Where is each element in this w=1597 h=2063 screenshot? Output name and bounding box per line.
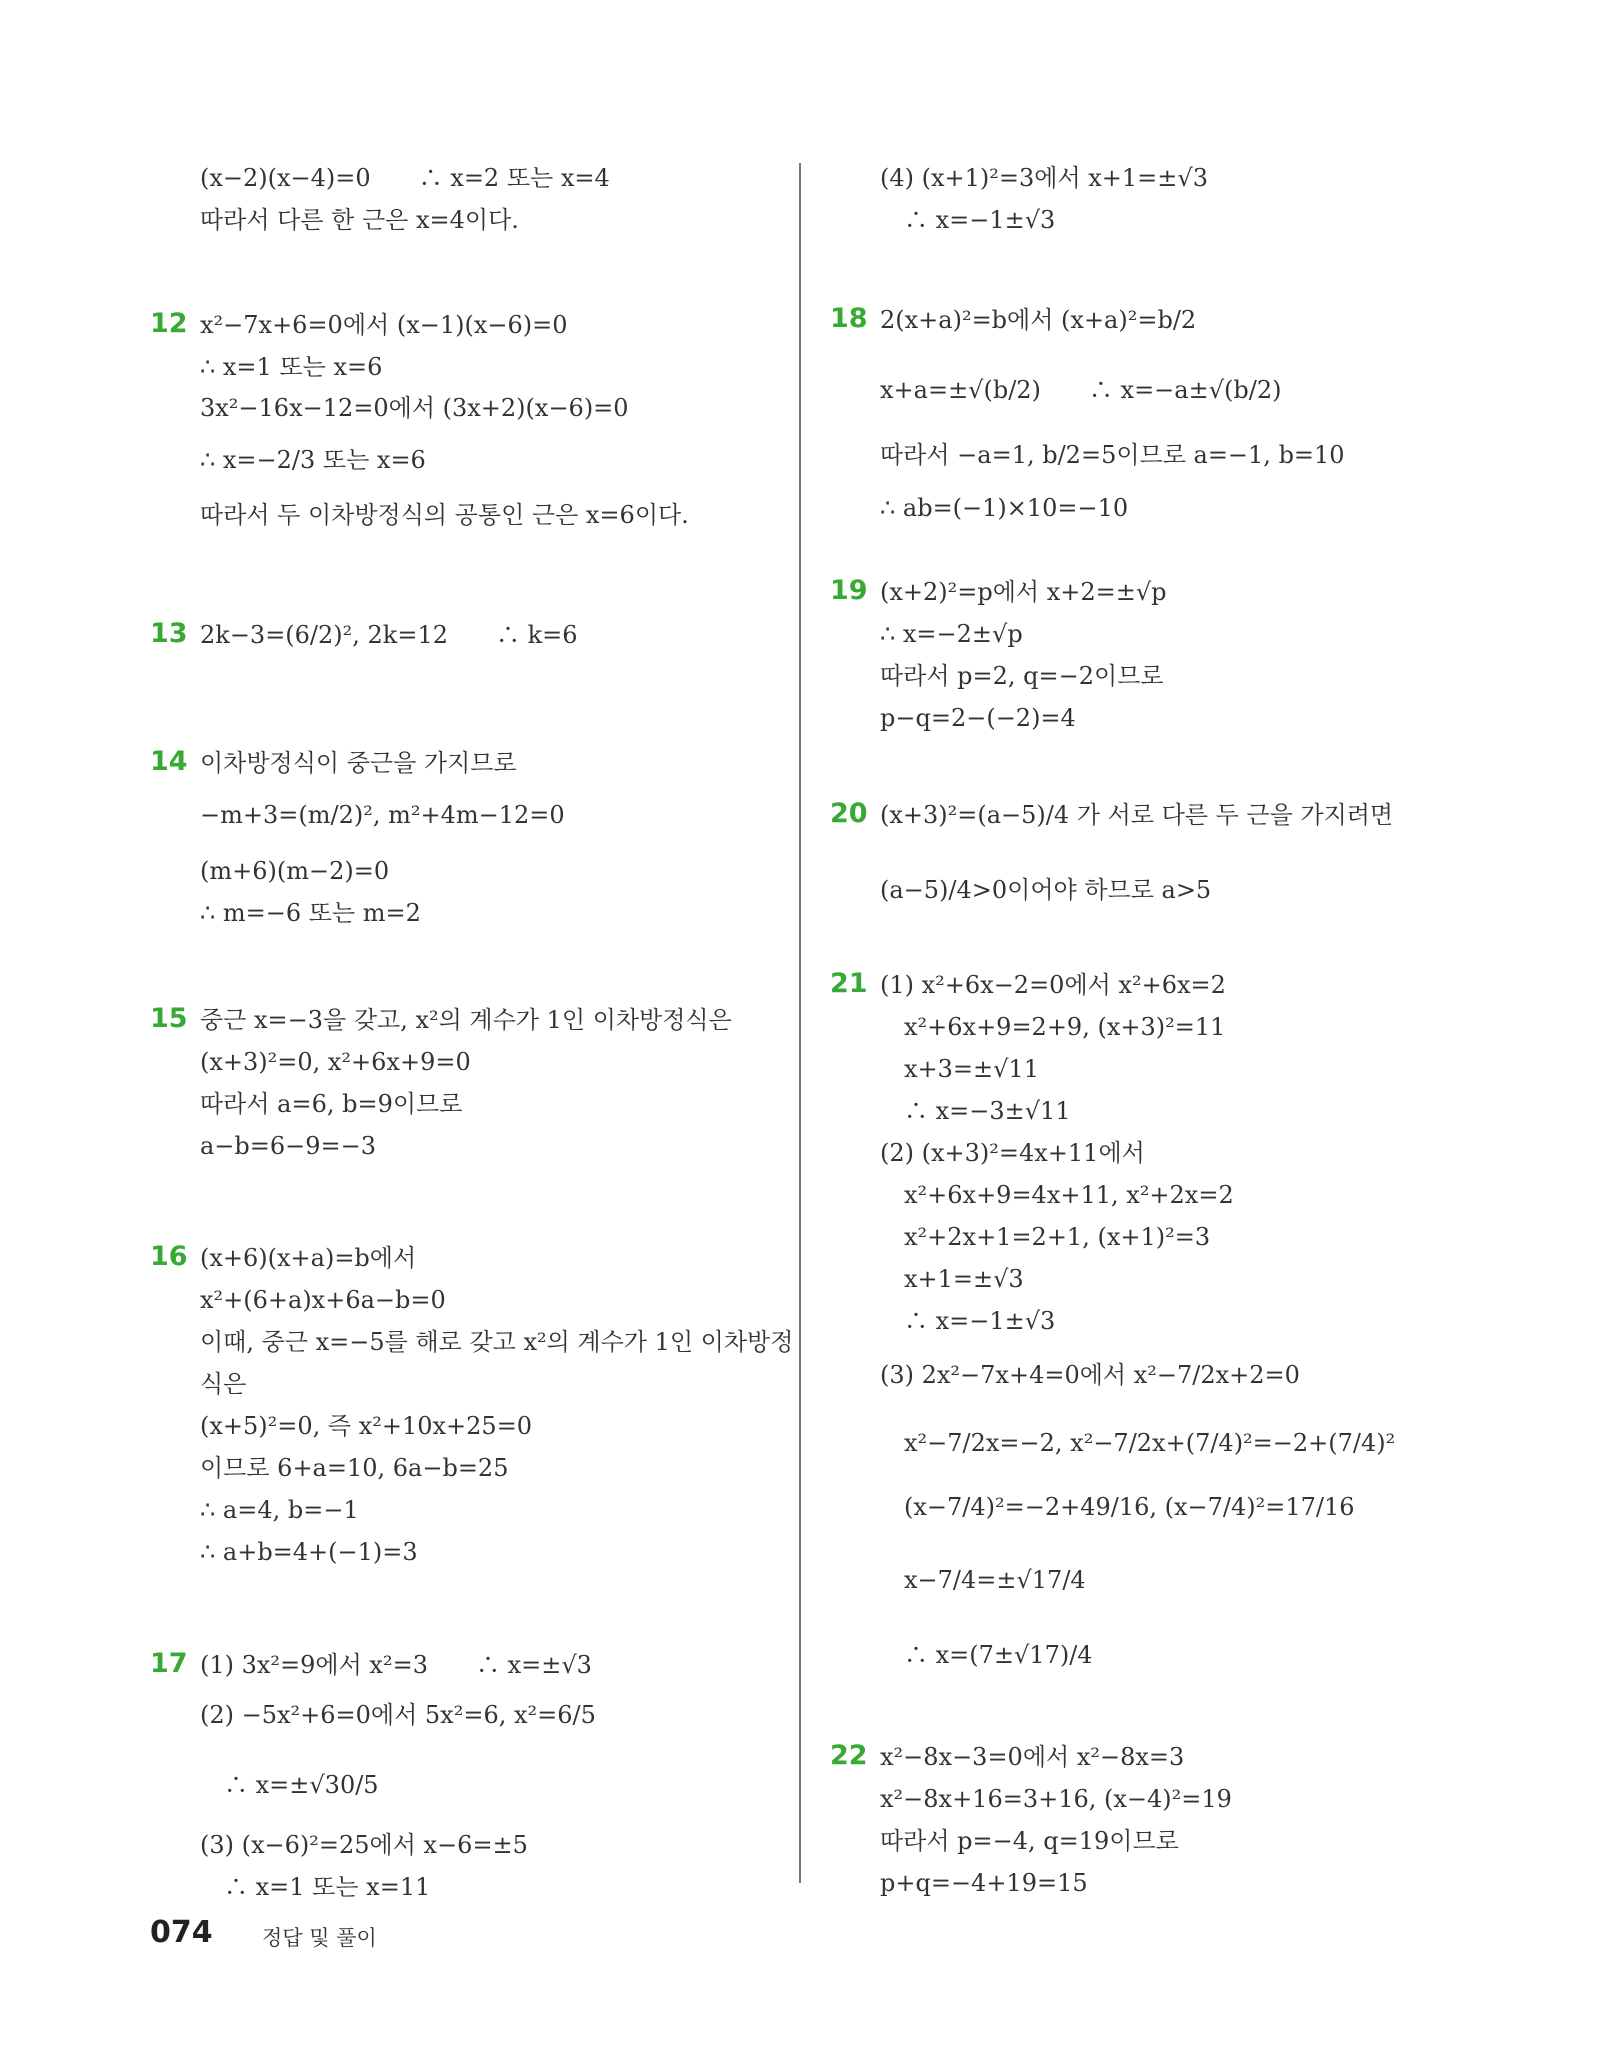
solution-line: 식은 (200, 1370, 247, 1398)
solution-line: 따라서 a=6, b=9이므로 (200, 1090, 463, 1118)
solution-line: x+3=±√11 (880, 1055, 1039, 1083)
solution-line: ∴ x=−2±√p (880, 620, 1023, 648)
solution-line: x+a=±√(b/2) ∴ x=−a±√(b/2) (880, 376, 1282, 404)
solution-line: x²−7/2x=−2, x²−7/2x+(7/4)²=−2+(7/4)² (880, 1429, 1396, 1457)
solution-line: ∴ x=−2/3 또는 x=6 (200, 446, 426, 474)
solution-line: x²+2x+1=2+1, (x+1)²=3 (880, 1223, 1211, 1251)
solution-line: (a−5)/4>0이어야 하므로 a>5 (880, 876, 1212, 904)
solution-line: ∴ x=−3±√11 (880, 1097, 1071, 1125)
solution-line: (3) 2x²−7x+4=0에서 x²−7/2x+2=0 (880, 1361, 1300, 1389)
solution-line: ∴ x=±√30/5 (200, 1771, 379, 1799)
solution-line: x+1=±√3 (880, 1265, 1024, 1293)
solution-line: 2k−3=(6/2)², 2k=12 ∴ k=6 (200, 621, 578, 649)
solution-line: (x+3)²=0, x²+6x+9=0 (200, 1048, 471, 1076)
solution-line: 따라서 두 이차방정식의 공통인 근은 x=6이다. (200, 501, 689, 529)
problem-number: 15 (150, 1003, 188, 1034)
solution-line: p−q=2−(−2)=4 (880, 704, 1076, 732)
problem-number: 22 (830, 1740, 868, 1771)
solution-line: (1) x²+6x−2=0에서 x²+6x=2 (880, 971, 1226, 999)
solution-line: 3x²−16x−12=0에서 (3x+2)(x−6)=0 (200, 394, 629, 422)
solution-line: ∴ a=4, b=−1 (200, 1496, 359, 1524)
solution-line: a−b=6−9=−3 (200, 1132, 377, 1160)
solution-line: ∴ x=1 또는 x=11 (200, 1873, 431, 1901)
solution-line: (m+6)(m−2)=0 (200, 857, 390, 885)
solution-line: ∴ m=−6 또는 m=2 (200, 899, 421, 927)
footer-label: 정답 및 풀이 (262, 1926, 377, 1950)
problem-number: 13 (150, 618, 188, 649)
problem-number: 14 (150, 746, 188, 777)
solution-line: 따라서 다른 한 근은 x=4이다. (200, 206, 519, 234)
solution-line: 이차방정식이 중근을 가지므로 (200, 749, 517, 777)
solution-line: x²−8x+16=3+16, (x−4)²=19 (880, 1785, 1232, 1813)
solution-line: (x+6)(x+a)=b에서 (200, 1244, 417, 1272)
solution-line: ∴ x=1 또는 x=6 (200, 353, 383, 381)
solution-line: 2(x+a)²=b에서 (x+a)²=b/2 (880, 306, 1197, 334)
solution-line: x²−8x−3=0에서 x²−8x=3 (880, 1743, 1185, 1771)
problem-number: 18 (830, 303, 868, 334)
solution-line: x²+(6+a)x+6a−b=0 (200, 1286, 446, 1314)
solution-line: 따라서 p=−4, q=19이므로 (880, 1827, 1179, 1855)
column-divider (799, 163, 801, 1883)
problem-number: 16 (150, 1241, 188, 1272)
problem-number: 17 (150, 1648, 188, 1679)
solution-line: (x+5)²=0, 즉 x²+10x+25=0 (200, 1412, 533, 1440)
page-number: 074 (150, 1915, 213, 1950)
problem-number: 20 (830, 798, 868, 829)
solution-line: 따라서 −a=1, b/2=5이므로 a=−1, b=10 (880, 441, 1345, 469)
solution-line: (2) −5x²+6=0에서 5x²=6, x²=6/5 (200, 1701, 596, 1729)
solution-line: (1) 3x²=9에서 x²=3 ∴ x=±√3 (200, 1651, 592, 1679)
solution-line: (x−7/4)²=−2+49/16, (x−7/4)²=17/16 (880, 1493, 1355, 1521)
solution-line: x²+6x+9=2+9, (x+3)²=11 (880, 1013, 1226, 1041)
solution-line: (x−2)(x−4)=0 ∴ x=2 또는 x=4 (200, 164, 610, 192)
solution-line: x²+6x+9=4x+11, x²+2x=2 (880, 1181, 1234, 1209)
problem-number: 19 (830, 575, 868, 606)
solution-line: ∴ ab=(−1)×10=−10 (880, 494, 1129, 522)
solution-line: 이때, 중근 x=−5를 해로 갖고 x²의 계수가 1인 이차방정 (200, 1328, 794, 1356)
solution-line: ∴ x=−1±√3 (880, 206, 1056, 234)
solution-line: ∴ x=(7±√17)/4 (880, 1641, 1093, 1669)
problem-number: 12 (150, 308, 188, 339)
solution-line: 이므로 6+a=10, 6a−b=25 (200, 1454, 509, 1482)
solution-line: ∴ a+b=4+(−1)=3 (200, 1538, 418, 1566)
solution-line: 중근 x=−3을 갖고, x²의 계수가 1인 이차방정식은 (200, 1006, 732, 1034)
solution-line: (3) (x−6)²=25에서 x−6=±5 (200, 1831, 528, 1859)
solution-line: x−7/4=±√17/4 (880, 1566, 1086, 1594)
solution-line: (x+3)²=(a−5)/4 가 서로 다른 두 근을 가지려면 (880, 801, 1394, 829)
problem-number: 21 (830, 968, 868, 999)
solution-line: p+q=−4+19=15 (880, 1869, 1088, 1897)
solution-line: −m+3=(m/2)², m²+4m−12=0 (200, 801, 565, 829)
solution-line: (2) (x+3)²=4x+11에서 (880, 1139, 1145, 1167)
solution-line: x²−7x+6=0에서 (x−1)(x−6)=0 (200, 311, 568, 339)
solution-line: 따라서 p=2, q=−2이므로 (880, 662, 1164, 690)
solution-line: (x+2)²=p에서 x+2=±√p (880, 578, 1167, 606)
solution-line: (4) (x+1)²=3에서 x+1=±√3 (880, 164, 1208, 192)
solution-line: ∴ x=−1±√3 (880, 1307, 1056, 1335)
